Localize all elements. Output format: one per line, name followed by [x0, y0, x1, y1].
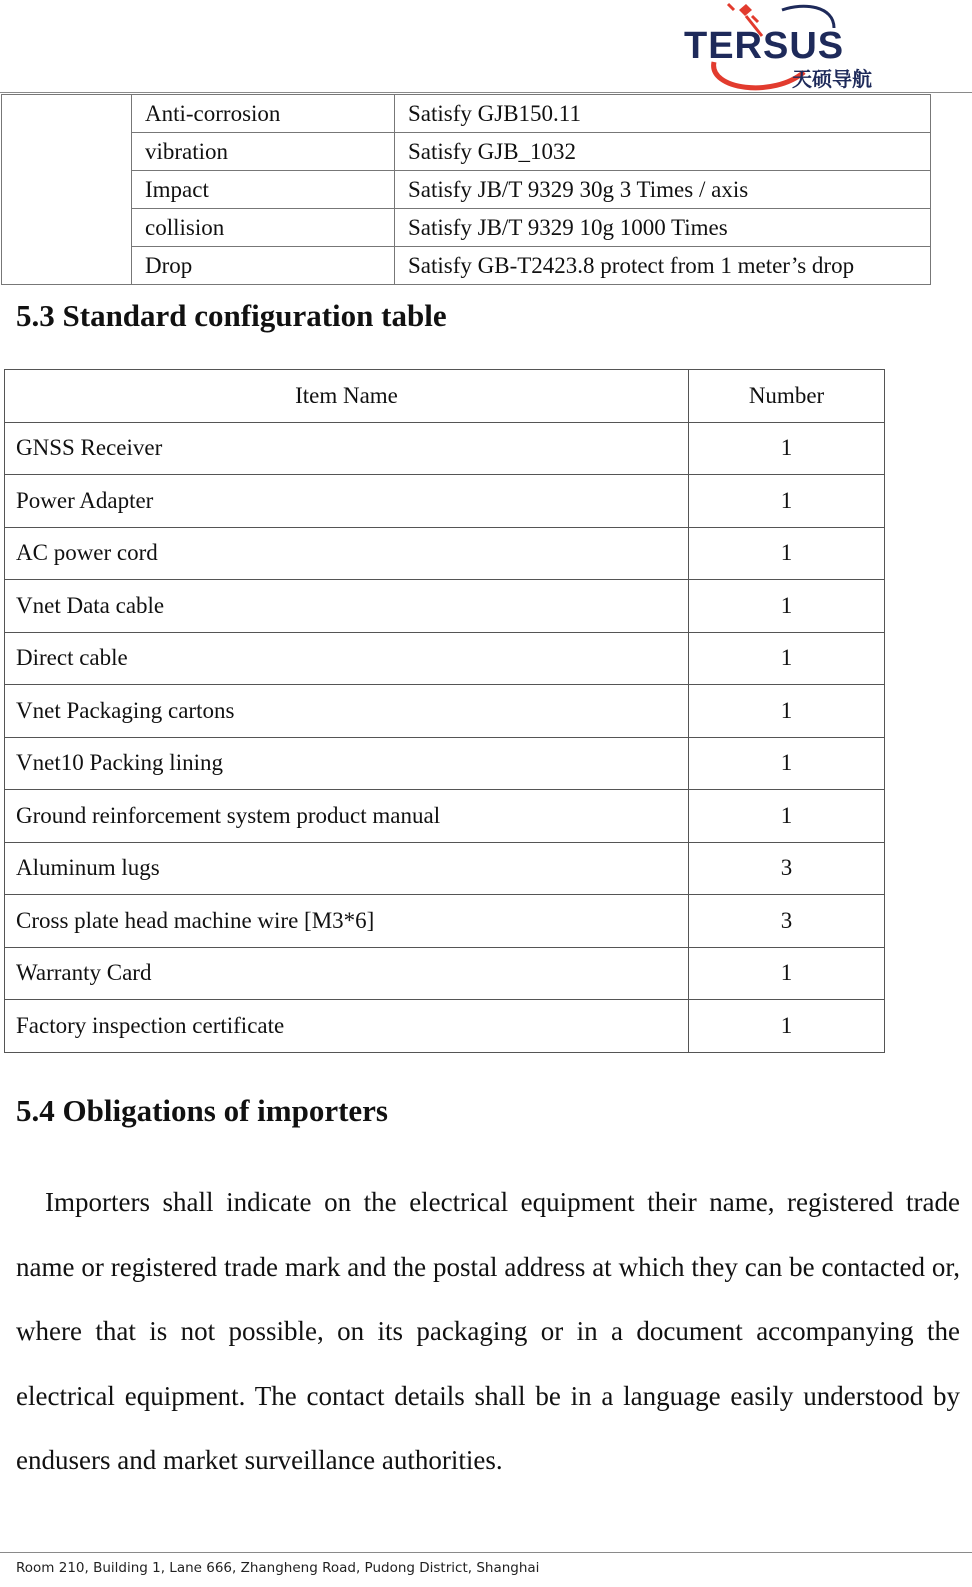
- table-row: [5, 1000, 885, 1053]
- item-number: 3: [689, 842, 885, 895]
- item-name: Power Adapter: [5, 475, 689, 528]
- footer-rule: [0, 1552, 972, 1553]
- section-heading-5-4: 5.4 Obligations of importers: [16, 1093, 388, 1128]
- svg-text:天硕导航: 天硕导航: [792, 67, 872, 91]
- spec-label: collision: [132, 209, 395, 247]
- table-row: [5, 895, 885, 948]
- spec-label: Drop: [132, 247, 395, 285]
- spec-label: Impact: [132, 171, 395, 209]
- item-number: 1: [689, 580, 885, 633]
- table-row: [5, 842, 885, 895]
- spec-table: [1, 94, 931, 285]
- column-header-item-name: Item Name: [5, 370, 689, 423]
- item-name: Vnet Data cable: [5, 580, 689, 633]
- item-number: 1: [689, 632, 885, 685]
- item-name: Factory inspection certificate: [5, 1000, 689, 1053]
- item-name: Ground reinforcement system product manual: [5, 790, 689, 843]
- table-row: [2, 247, 931, 285]
- table-row: [2, 95, 931, 133]
- item-name: Warranty Card: [5, 947, 689, 1000]
- item-number: 1: [689, 737, 885, 790]
- table-row: [5, 422, 885, 475]
- item-name: Direct cable: [5, 632, 689, 685]
- table-row: [5, 580, 885, 633]
- item-number: 1: [689, 947, 885, 1000]
- item-number: 1: [689, 422, 885, 475]
- item-name: AC power cord: [5, 527, 689, 580]
- spec-value: Satisfy GJB150.11: [395, 95, 931, 133]
- footer-address: Room 210, Building 1, Lane 666, Zhangheng Road, Pudong District, Shanghai: [16, 1560, 540, 1576]
- item-number: 3: [689, 895, 885, 948]
- column-header-number: Number: [689, 370, 885, 423]
- table-row: [2, 209, 931, 247]
- spec-value: Satisfy JB/T 9329 30g 3 Times / axis: [395, 171, 931, 209]
- item-number: 1: [689, 790, 885, 843]
- item-number: 1: [689, 475, 885, 528]
- table-row: [2, 171, 931, 209]
- spec-label: Anti-corrosion: [132, 95, 395, 133]
- spec-label: vibration: [132, 133, 395, 171]
- item-number: 1: [689, 527, 885, 580]
- table-row: [2, 133, 931, 171]
- item-name: Vnet10 Packing lining: [5, 737, 689, 790]
- table-row: [5, 632, 885, 685]
- table-row: [5, 737, 885, 790]
- table-row: [5, 947, 885, 1000]
- item-name: Aluminum lugs: [5, 842, 689, 895]
- item-number: 1: [689, 685, 885, 738]
- importers-paragraph: Importers shall indicate on the electrical equipment their name, registered trade name or registered trade mark and the postal address at which they can be contacted or, where that is not possible, on its packaging or in a document accompanying the electrical equipment. The contact details shall be in a language easily understood by endusers and market surveillance authorities.: [16, 1187, 960, 1475]
- item-name: GNSS Receiver: [5, 422, 689, 475]
- svg-text:TERSUS: TERSUS: [684, 25, 845, 67]
- item-number: 1: [689, 1000, 885, 1053]
- item-name: Cross plate head machine wire [M3*6]: [5, 895, 689, 948]
- table-row: [5, 790, 885, 843]
- config-table: [4, 369, 885, 1053]
- item-name: Vnet Packaging cartons: [5, 685, 689, 738]
- spec-value: Satisfy GJB_1032: [395, 133, 931, 171]
- tersus-logo: [684, 2, 884, 94]
- table-row: [5, 685, 885, 738]
- spec-value: Satisfy JB/T 9329 10g 1000 Times: [395, 209, 931, 247]
- header-rule: [0, 92, 972, 93]
- merged-category-cell: [2, 95, 132, 285]
- table-header-row: [5, 370, 885, 423]
- table-row: [5, 475, 885, 528]
- section-heading-5-3: 5.3 Standard configuration table: [16, 298, 447, 333]
- spec-value: Satisfy GB-T2423.8 protect from 1 meter’s drop: [395, 247, 931, 285]
- table-row: [5, 527, 885, 580]
